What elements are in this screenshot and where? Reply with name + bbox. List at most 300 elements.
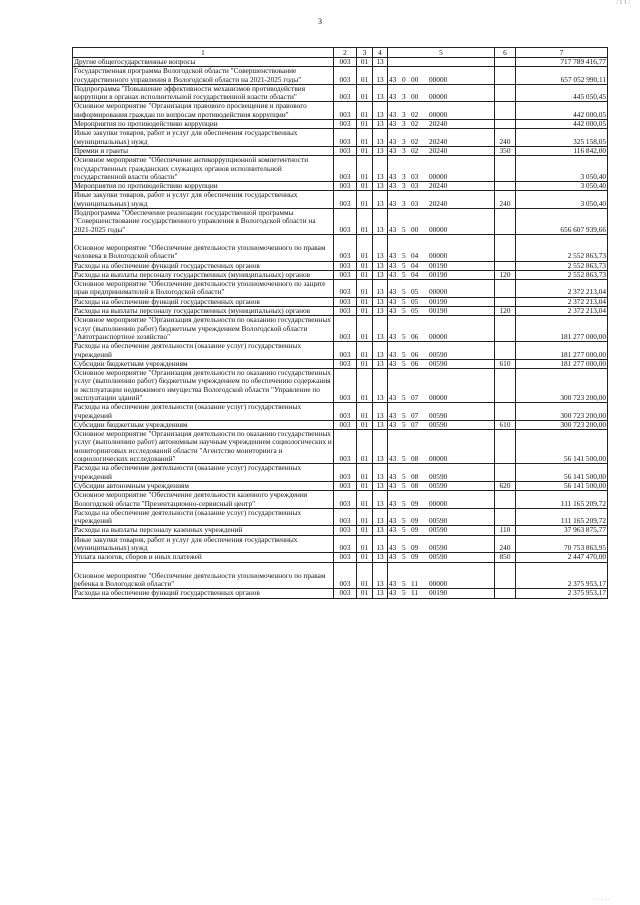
- target-article-part: 00000: [429, 171, 448, 181]
- target-article-part: 00590: [429, 410, 448, 420]
- row-expense-type-code: 620: [495, 481, 516, 490]
- row-section-code: 01: [357, 589, 373, 598]
- row-amount: 111 165 209,72: [516, 491, 608, 509]
- target-article-part: 5: [402, 392, 406, 402]
- row-name-cell: Мероприятия по противодействию коррупции: [73, 182, 334, 191]
- row-subsection-code: 13: [373, 342, 388, 360]
- row-section-code: 01: [357, 359, 373, 368]
- row-target-article-code: [388, 120, 495, 129]
- row-section-code: 01: [357, 316, 373, 342]
- row-subsection-code: 13: [373, 280, 388, 298]
- table-row: [73, 209, 608, 235]
- row-ministry-code: 003: [334, 359, 357, 368]
- row-name-cell: Подпрограмма "Повышение эффективности механизмов противодействия коррупции в органах исполнительной государственной власти области": [73, 84, 334, 102]
- target-article-part: 43: [389, 198, 397, 208]
- target-article-part: 5: [402, 543, 406, 553]
- row-subsection-code: 13: [373, 508, 388, 526]
- target-article-part: 43: [389, 270, 397, 279]
- target-article-part: 00000: [429, 224, 448, 234]
- target-article-part: 00190: [429, 297, 448, 306]
- target-article-part: 3: [402, 136, 406, 146]
- row-amount: 3 050,40: [516, 156, 608, 182]
- row-ministry-code: 003: [334, 102, 357, 120]
- table-row: [73, 420, 608, 429]
- row-section-code: 01: [357, 84, 373, 102]
- row-name-cell: Основное мероприятие "Обеспечение антикоррупционной компетентности государственных гражданских служащих органов исполнительной государственной власти области": [73, 156, 334, 182]
- row-target-article-code: [388, 491, 495, 509]
- row-name-cell: Государственная программа Вологодской области "Совершенствование государственного управления в Вологодской области на 2021-2025 годы": [73, 67, 334, 85]
- target-article-part: 09: [411, 498, 419, 508]
- row-section-code: 01: [357, 261, 373, 270]
- row-section-code: 01: [357, 182, 373, 191]
- table-row: [73, 58, 608, 67]
- target-article-part: 02: [411, 146, 419, 155]
- target-article-part: 06: [411, 349, 419, 359]
- target-article-part: 3: [402, 109, 406, 119]
- row-amount: 300 723 200,00: [516, 403, 608, 421]
- target-article-part: 03: [411, 171, 419, 181]
- row-subsection-code: 13: [373, 146, 388, 155]
- row-expense-type-code: [495, 182, 516, 191]
- row-target-article-code: [388, 146, 495, 155]
- row-amount: 111 165 209,72: [516, 508, 608, 526]
- target-article-part: 20240: [429, 119, 448, 129]
- row-ministry-code: 003: [334, 84, 357, 102]
- row-target-article-code: [388, 316, 495, 342]
- target-article-part: 00000: [429, 109, 448, 119]
- table-row: [73, 129, 608, 147]
- table-row: [73, 553, 608, 562]
- target-article-part: 5: [402, 349, 406, 359]
- target-article-part: 05: [411, 287, 419, 297]
- target-article-part: 20240: [429, 198, 448, 208]
- table-row: [73, 491, 608, 509]
- header-col-1: 1: [73, 48, 334, 58]
- row-name-cell: Субсидии бюджетным учреждениям: [73, 420, 334, 429]
- row-name-cell: Подпрограмма "Обеспечение реализации государственной программы "Совершенствование государственного управления в Вологодской области на 2021-2025 годы": [73, 209, 334, 235]
- target-article-part: 5: [402, 270, 406, 279]
- row-section-code: 01: [357, 307, 373, 316]
- target-article-part: 43: [389, 261, 397, 270]
- row-name-cell: Основное мероприятие "Обеспечение деятельности казенного учреждения Вологодской области "Презентационно-сервисный центр": [73, 491, 334, 509]
- row-name-cell: Основное мероприятие "Обеспечение деятельности уполномоченного по правам ребенка в Вологодской области": [73, 562, 334, 589]
- row-target-article-code: [388, 67, 495, 85]
- row-ministry-code: 003: [334, 270, 357, 279]
- row-amount: 70 753 863,95: [516, 535, 608, 553]
- table-row: [73, 535, 608, 553]
- target-article-part: 5: [402, 287, 406, 297]
- row-subsection-code: 13: [373, 464, 388, 482]
- row-subsection-code: 13: [373, 156, 388, 182]
- row-ministry-code: 003: [334, 182, 357, 191]
- row-name-cell: Расходы на обеспечение деятельности (оказание услуг) государственных учреждений: [73, 508, 334, 526]
- corner-mark: / 1 1 /: [616, 0, 630, 6]
- row-amount: 300 723 200,00: [516, 420, 608, 429]
- row-expense-type-code: [495, 562, 516, 589]
- row-section-code: 01: [357, 67, 373, 85]
- row-section-code: 01: [357, 156, 373, 182]
- row-amount: 56 141 500,00: [516, 481, 608, 490]
- target-article-part: 20240: [429, 146, 448, 155]
- target-article-part: 43: [389, 109, 397, 119]
- row-subsection-code: 13: [373, 270, 388, 279]
- row-ministry-code: 003: [334, 526, 357, 535]
- target-article-part: 02: [411, 109, 419, 119]
- target-article-part: 11: [411, 578, 419, 588]
- target-article-part: 00000: [429, 92, 448, 102]
- row-name-cell: Иные закупки товаров, работ и услуг для обеспечения государственных (муниципальных) нужд: [73, 129, 334, 147]
- target-article-part: 00000: [429, 251, 448, 261]
- row-ministry-code: 003: [334, 369, 357, 403]
- target-article-part: 02: [411, 119, 419, 129]
- row-expense-type-code: [495, 280, 516, 298]
- row-subsection-code: 13: [373, 129, 388, 147]
- budget-table-body: [73, 48, 608, 599]
- target-article-part: 5: [402, 359, 406, 368]
- target-article-part: 5: [402, 552, 406, 562]
- target-article-part: 5: [402, 481, 406, 490]
- row-section-code: 01: [357, 491, 373, 509]
- target-article-part: 43: [389, 224, 397, 234]
- row-amount: 442 000,05: [516, 120, 608, 129]
- row-ministry-code: 003: [334, 234, 357, 261]
- table-row: [73, 146, 608, 155]
- target-article-part: 00000: [429, 578, 448, 588]
- target-article-part: 43: [389, 297, 397, 306]
- row-target-article-code: [388, 420, 495, 429]
- row-target-article-code: [388, 481, 495, 490]
- row-expense-type-code: 610: [495, 420, 516, 429]
- table-row: [73, 481, 608, 490]
- target-article-part: 00190: [429, 261, 448, 270]
- row-amount: 3 050,40: [516, 182, 608, 191]
- row-subsection-code: 13: [373, 102, 388, 120]
- target-article-part: 5: [402, 525, 406, 535]
- row-name-cell: Расходы на выплаты персоналу казенных учреждений: [73, 526, 334, 535]
- target-article-part: 5: [402, 471, 406, 481]
- table-row: [73, 508, 608, 526]
- row-amount: 116 842,00: [516, 146, 608, 155]
- row-target-article-code: [388, 430, 495, 464]
- row-expense-type-code: [495, 316, 516, 342]
- row-target-article-code: [388, 297, 495, 306]
- target-article-part: 00: [411, 92, 419, 102]
- target-article-part: 09: [411, 525, 419, 535]
- row-name-cell: Основное мероприятие "Организация деятельности по оказанию государственных услуг (выполнению работ) бюджетным учреждением по обеспечению содержания и эксплуатации недвижимого имущества Вологодской области "Управление по эксплуатации зданий": [73, 369, 334, 403]
- row-ministry-code: 003: [334, 589, 357, 598]
- row-target-article-code: [388, 129, 495, 147]
- row-expense-type-code: [495, 430, 516, 464]
- row-expense-type-code: [495, 120, 516, 129]
- row-target-article-code: [388, 270, 495, 279]
- row-expense-type-code: [495, 261, 516, 270]
- row-amount: 2 372 213,04: [516, 297, 608, 306]
- row-subsection-code: 13: [373, 526, 388, 535]
- row-ministry-code: 003: [334, 430, 357, 464]
- target-article-part: 5: [402, 331, 406, 341]
- target-article-part: 43: [389, 349, 397, 359]
- row-expense-type-code: [495, 342, 516, 360]
- row-expense-type-code: [495, 491, 516, 509]
- row-amount: 2 375 953,17: [516, 589, 608, 598]
- row-expense-type-code: [495, 297, 516, 306]
- row-target-article-code: [388, 280, 495, 298]
- target-article-part: 3: [402, 198, 406, 208]
- row-target-article-code: [388, 369, 495, 403]
- target-article-part: 07: [411, 392, 419, 402]
- row-ministry-code: 003: [334, 403, 357, 421]
- header-col-6: 6: [495, 48, 516, 58]
- row-subsection-code: 13: [373, 84, 388, 102]
- target-article-part: 43: [389, 331, 397, 341]
- target-article-part: 5: [402, 261, 406, 270]
- row-amount: 445 050,45: [516, 84, 608, 102]
- row-subsection-code: 13: [373, 316, 388, 342]
- row-expense-type-code: [495, 589, 516, 598]
- table-row: [73, 234, 608, 261]
- target-article-part: 00: [411, 74, 419, 84]
- bottom-mark: · · · · ·: [594, 897, 610, 903]
- target-article-part: 43: [389, 181, 397, 191]
- row-name-cell: Расходы на обеспечение деятельности (оказание услуг) государственных учреждений: [73, 464, 334, 482]
- target-article-part: 5: [402, 498, 406, 508]
- target-article-part: 03: [411, 198, 419, 208]
- target-article-part: 5: [402, 306, 406, 316]
- target-article-part: 43: [389, 454, 397, 464]
- row-subsection-code: 13: [373, 481, 388, 490]
- row-subsection-code: 13: [373, 491, 388, 509]
- row-name-cell: Расходы на обеспечение функций государственных органов: [73, 297, 334, 306]
- row-name-cell: Расходы на выплаты персоналу государственных (муниципальных) органов: [73, 270, 334, 279]
- row-section-code: 01: [357, 146, 373, 155]
- target-article-part: 00590: [429, 359, 448, 368]
- row-subsection-code: 13: [373, 535, 388, 553]
- target-article-part: 00: [411, 224, 419, 234]
- table-row: [73, 589, 608, 598]
- row-name-cell: Расходы на обеспечение деятельности (оказание услуг) государственных учреждений: [73, 342, 334, 360]
- row-target-article-code: [388, 464, 495, 482]
- row-expense-type-code: [495, 403, 516, 421]
- row-section-code: 01: [357, 342, 373, 360]
- target-article-part: 00590: [429, 481, 448, 490]
- table-row: [73, 270, 608, 279]
- row-name-cell: Иные закупки товаров, работ и услуг для обеспечения государственных (муниципальных) нужд: [73, 191, 334, 209]
- row-amount: 3 050,40: [516, 191, 608, 209]
- row-target-article-code: [388, 342, 495, 360]
- row-subsection-code: 13: [373, 191, 388, 209]
- row-subsection-code: 13: [373, 182, 388, 191]
- row-amount: 181 277 000,00: [516, 316, 608, 342]
- row-expense-type-code: 110: [495, 526, 516, 535]
- table-row: [73, 526, 608, 535]
- row-subsection-code: 13: [373, 58, 388, 67]
- target-article-part: 43: [389, 136, 397, 146]
- row-expense-type-code: [495, 369, 516, 403]
- target-article-part: 00190: [429, 270, 448, 279]
- table-row: [73, 464, 608, 482]
- target-article-part: 04: [411, 270, 419, 279]
- target-article-part: 5: [402, 224, 406, 234]
- target-article-part: 3: [402, 146, 406, 155]
- target-article-part: 3: [402, 92, 406, 102]
- row-ministry-code: 003: [334, 129, 357, 147]
- row-subsection-code: 13: [373, 307, 388, 316]
- target-article-part: 07: [411, 410, 419, 420]
- target-article-part: 43: [389, 552, 397, 562]
- row-ministry-code: 003: [334, 562, 357, 589]
- target-article-part: 00000: [429, 287, 448, 297]
- row-section-code: 01: [357, 270, 373, 279]
- target-article-part: 5: [402, 420, 406, 429]
- target-article-part: 43: [389, 171, 397, 181]
- target-article-part: 43: [389, 410, 397, 420]
- row-name-cell: Основное мероприятие "Организация деятельности по оказанию государственных услуг (выполнению работ) автономным научным учреждением социологических и мониторинговых исследований области "Агентство мониторинга и социологических исследований": [74, 429, 332, 464]
- row-ministry-code: 003: [334, 535, 357, 553]
- row-subsection-code: 13: [373, 234, 388, 261]
- row-name-cell: Основное мероприятие "Обеспечение деятельности уполномоченного по защите прав предпринимателей в Вологодской области": [73, 280, 334, 298]
- target-article-part: 00590: [429, 471, 448, 481]
- table-row: [73, 316, 608, 342]
- row-subsection-code: 13: [373, 553, 388, 562]
- row-target-article-code: [388, 234, 495, 261]
- row-section-code: 01: [357, 58, 373, 67]
- row-target-article-code: [388, 209, 495, 235]
- table-row: [73, 84, 608, 102]
- row-target-article-code: [388, 562, 495, 589]
- table-row: [73, 430, 608, 464]
- target-article-part: 3: [402, 181, 406, 191]
- row-section-code: 01: [357, 430, 373, 464]
- row-ministry-code: 003: [334, 307, 357, 316]
- target-article-part: 09: [411, 552, 419, 562]
- row-name-cell: Субсидии бюджетным учреждениям: [73, 359, 334, 368]
- target-article-part: 0: [402, 74, 406, 84]
- row-amount: 2 372 213,04: [516, 280, 608, 298]
- row-name-cell: Субсидии автономным учреждениям: [73, 481, 334, 490]
- row-amount: 657 052 990,11: [516, 67, 608, 85]
- table-row: [73, 369, 608, 403]
- row-subsection-code: 13: [373, 359, 388, 368]
- target-article-part: 05: [411, 297, 419, 306]
- row-ministry-code: 003: [334, 209, 357, 235]
- row-target-article-code: [388, 261, 495, 270]
- row-subsection-code: 13: [373, 430, 388, 464]
- target-article-part: 43: [389, 306, 397, 316]
- row-target-article-code: [388, 307, 495, 316]
- row-name-cell: Расходы на обеспечение деятельности (оказание услуг) государственных учреждений: [73, 403, 334, 421]
- row-section-code: 01: [357, 508, 373, 526]
- row-expense-type-code: 350: [495, 146, 516, 155]
- row-amount: 442 000,05: [516, 102, 608, 120]
- target-article-part: 5: [402, 297, 406, 306]
- row-target-article-code: [388, 359, 495, 368]
- target-article-part: 05: [411, 306, 419, 316]
- row-amount: 181 277 000,00: [516, 342, 608, 360]
- target-article-part: 43: [389, 392, 397, 402]
- row-expense-type-code: [495, 84, 516, 102]
- target-article-part: 06: [411, 331, 419, 341]
- table-row: [73, 67, 608, 85]
- target-article-part: 08: [411, 471, 419, 481]
- target-article-part: 08: [411, 454, 419, 464]
- row-target-article-code: [388, 589, 495, 598]
- target-article-part: 5: [402, 588, 406, 598]
- row-ministry-code: 003: [334, 120, 357, 129]
- row-amount: 56 141 500,00: [516, 464, 608, 482]
- row-section-code: 01: [357, 420, 373, 429]
- table-row: [73, 191, 608, 209]
- target-article-part: 43: [389, 251, 397, 261]
- row-amount: 2 447 470,00: [516, 553, 608, 562]
- row-name-cell: Премии и гранты: [73, 146, 334, 155]
- row-amount: 656 607 939,66: [516, 209, 608, 235]
- table-row: [73, 562, 608, 589]
- row-target-article-code: [388, 191, 495, 209]
- table-row: [73, 261, 608, 270]
- target-article-part: 00590: [429, 349, 448, 359]
- table-row: [73, 342, 608, 360]
- table-row: [73, 102, 608, 120]
- target-article-part: 43: [389, 287, 397, 297]
- row-ministry-code: 003: [334, 420, 357, 429]
- target-article-part: 00590: [429, 543, 448, 553]
- table-row: [73, 120, 608, 129]
- row-ministry-code: 003: [334, 58, 357, 67]
- target-article-part: 00000: [429, 498, 448, 508]
- row-ministry-code: 003: [334, 146, 357, 155]
- target-article-part: 3: [402, 119, 406, 129]
- target-article-part: 00590: [429, 552, 448, 562]
- row-section-code: 01: [357, 526, 373, 535]
- table-row: [73, 297, 608, 306]
- target-article-part: 06: [411, 359, 419, 368]
- row-subsection-code: 13: [373, 297, 388, 306]
- row-section-code: 01: [357, 280, 373, 298]
- page-number: 3: [318, 17, 322, 26]
- target-article-part: 5: [402, 578, 406, 588]
- row-subsection-code: 13: [373, 589, 388, 598]
- row-amount: 37 963 875,77: [516, 526, 608, 535]
- row-expense-type-code: 850: [495, 553, 516, 562]
- row-subsection-code: 13: [373, 562, 388, 589]
- target-article-part: 43: [389, 74, 397, 84]
- table-row: [73, 280, 608, 298]
- row-ministry-code: 003: [334, 156, 357, 182]
- row-subsection-code: 13: [373, 209, 388, 235]
- target-article-part: 00590: [429, 516, 448, 526]
- row-ministry-code: 003: [334, 481, 357, 490]
- row-ministry-code: 003: [334, 508, 357, 526]
- row-ministry-code: 003: [334, 297, 357, 306]
- budget-table: [72, 47, 608, 599]
- row-name-cell: Основное мероприятие "Организация деятельности по оказанию государственных услуг (выполнению работ) бюджетным учреждением Вологодской области "Автотранспортное хозяйство": [73, 316, 334, 342]
- table-row: [73, 182, 608, 191]
- row-expense-type-code: [495, 67, 516, 85]
- row-name-cell: Основное мероприятие "Обеспечение деятельности уполномоченного по правам человека в Вологодской области": [73, 234, 334, 261]
- target-article-part: 43: [389, 578, 397, 588]
- row-target-article-code: [388, 535, 495, 553]
- target-article-part: 43: [389, 588, 397, 598]
- row-name-cell: Расходы на обеспечение функций государственных органов: [73, 589, 334, 598]
- target-article-part: 43: [389, 516, 397, 526]
- row-ministry-code: 003: [334, 491, 357, 509]
- target-article-part: 09: [411, 543, 419, 553]
- target-article-part: 43: [389, 525, 397, 535]
- header-col-7: 7: [516, 48, 608, 58]
- row-ministry-code: 003: [334, 280, 357, 298]
- row-section-code: 01: [357, 553, 373, 562]
- row-ministry-code: 003: [334, 316, 357, 342]
